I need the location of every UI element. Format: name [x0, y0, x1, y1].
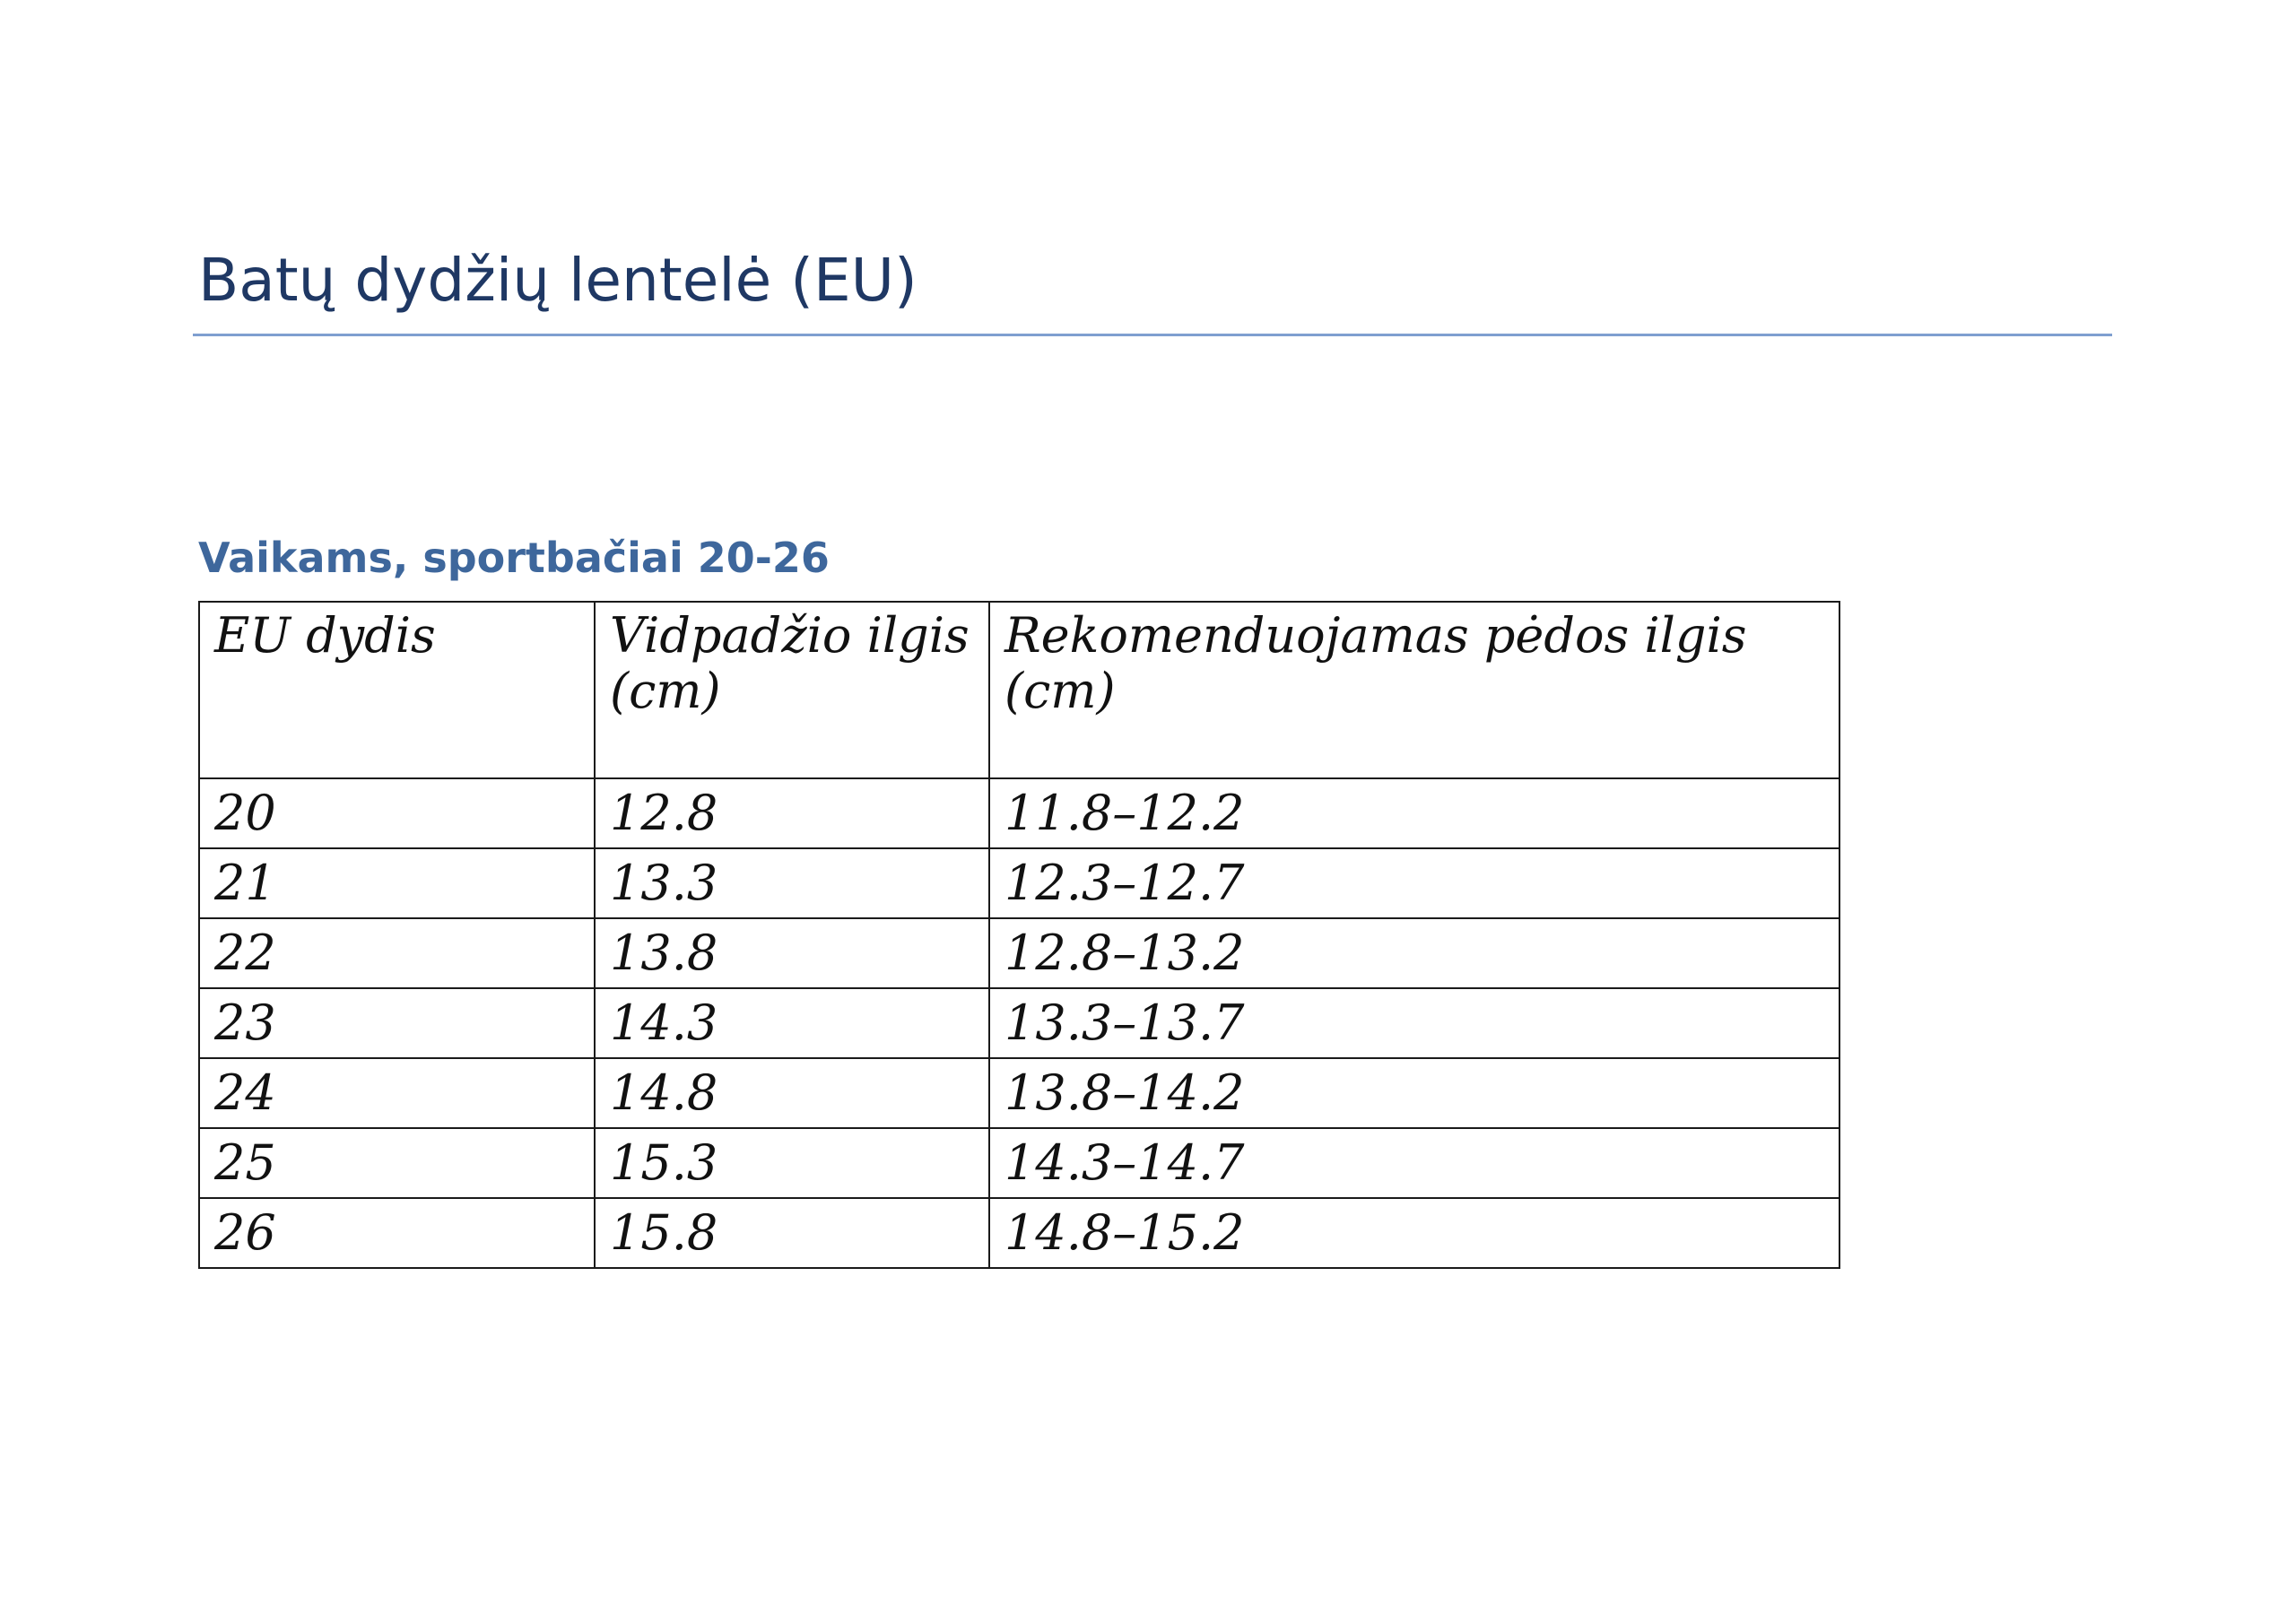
cell-foot-length: 14.3–14.7	[989, 1128, 1839, 1198]
cell-insole-length: 15.8	[595, 1198, 989, 1268]
section-heading: Vaikams, sportbačiai 20-26	[198, 534, 830, 582]
cell-eu-size: 22	[199, 918, 595, 988]
cell-eu-size: 20	[199, 778, 595, 848]
table-row	[199, 778, 1839, 848]
title-divider	[193, 334, 2112, 336]
cell-foot-length: 11.8–12.2	[989, 778, 1839, 848]
cell-foot-length: 13.3–13.7	[989, 988, 1839, 1058]
header-insole-length: Vidpadžio ilgis (cm)	[595, 602, 989, 778]
cell-eu-size: 25	[199, 1128, 595, 1198]
cell-foot-length: 12.3–12.7	[989, 848, 1839, 918]
cell-eu-size: 21	[199, 848, 595, 918]
cell-insole-length: 14.8	[595, 1058, 989, 1128]
cell-foot-length: 14.8–15.2	[989, 1198, 1839, 1268]
table-row	[199, 988, 1839, 1058]
cell-eu-size: 24	[199, 1058, 595, 1128]
table-row	[199, 1058, 1839, 1128]
page-title: Batų dydžių lentelė (EU)	[198, 246, 918, 315]
table-row	[199, 918, 1839, 988]
table-row	[199, 848, 1839, 918]
cell-insole-length: 15.3	[595, 1128, 989, 1198]
cell-foot-length: 13.8–14.2	[989, 1058, 1839, 1128]
cell-foot-length: 12.8–13.2	[989, 918, 1839, 988]
header-recommended-foot-length: Rekomenduojamas pėdos ilgis (cm)	[989, 602, 1839, 778]
header-eu-size: EU dydis	[199, 602, 595, 778]
table-row	[199, 1128, 1839, 1198]
table-header-row	[199, 602, 1839, 778]
table-row	[199, 1198, 1839, 1268]
cell-eu-size: 23	[199, 988, 595, 1058]
cell-insole-length: 14.3	[595, 988, 989, 1058]
cell-eu-size: 26	[199, 1198, 595, 1268]
cell-insole-length: 13.8	[595, 918, 989, 988]
cell-insole-length: 12.8	[595, 778, 989, 848]
cell-insole-length: 13.3	[595, 848, 989, 918]
size-table	[198, 601, 1840, 1269]
